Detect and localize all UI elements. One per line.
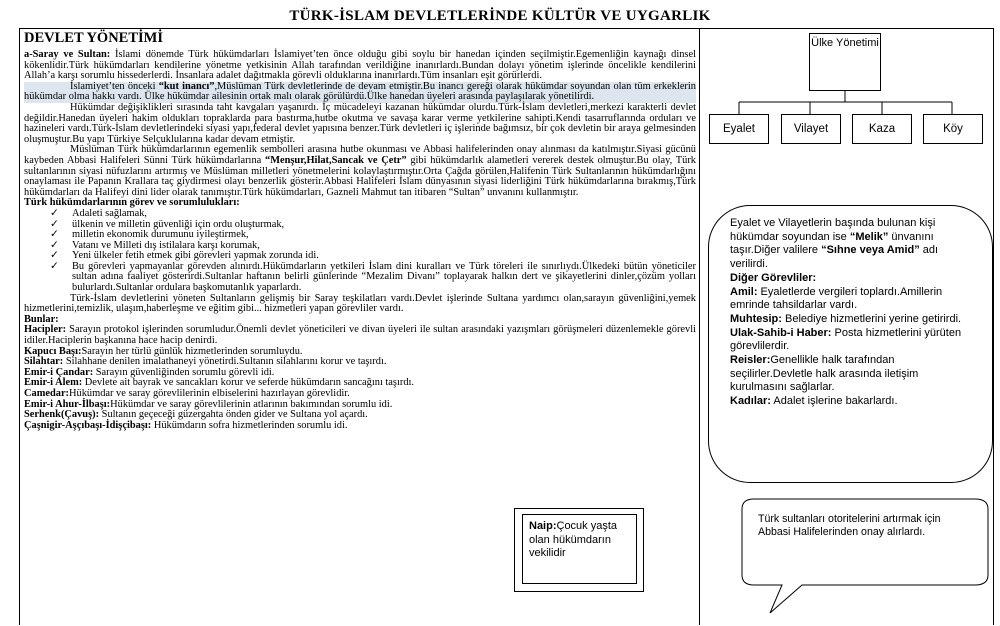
official-desc: Hükümdar ve saray görevlilerinin elbiselerini hazırlayan görevlidir. [69, 388, 350, 399]
saray-paragraph-4 [24, 145, 696, 198]
list-item [730, 395, 978, 409]
list-item [730, 313, 978, 327]
other-officials-heading [730, 272, 978, 286]
role-name: Ulak-Sahib-i Haber: [730, 326, 832, 339]
official-desc: Sarayın güvenliğinden sorumlu görevli idi. [93, 366, 275, 378]
check-icon: ✓ [50, 218, 59, 230]
check-icon: ✓ [50, 250, 59, 262]
org-root-node: Ülke Yönetimi [809, 33, 881, 91]
role-desc: Posta hizmetlerini yürüten görevlilerdir. [730, 326, 962, 353]
official-name: Emir-i Alem: [24, 377, 83, 389]
kut-term: “kut inancı” [158, 80, 215, 92]
duty-text: Yeni ülkeler fetih etmek gibi görevleri yapmak zorunda idi. [72, 250, 319, 262]
intro-text: adı verilirdi. [730, 244, 939, 271]
other-officials-heading-text: Diğer Görevliler: [730, 271, 817, 284]
official-name: Serhenk(Çavuş): [24, 409, 100, 421]
official-name: Çaşnigir-Aşçıbaşı-İdişçibaşı: [24, 419, 152, 431]
naip-term: Naip: [529, 520, 557, 532]
saray-text-4c: gibi hükümdarlık alametleri vererek destek olmuştur.Bu olay, Türk sultanlarının siyasi nüfuzlarını artırmış ve Müslüman milletleri yönetmelerini kolaylaştırmıştır.Orta Çağda görülen,Halifenin Türk Sultanlarının hükümdarlığını onaylaması ile Papanın Krallara taç giydirmesi olayı benzerlik gösterir.Abbasi Halifeleri İslam dünyasının siyasi liderliğini Türk hükümdarlarına bırakmış,Türk hükümdarları da Halifeyi dini lider olarak tanımıştır.Türk hükümdarları, Gazneli Mahmut tan itibaren “Sultan” unvanını kullanmıştır. [24, 154, 696, 198]
list-item [730, 327, 978, 354]
saray-paragraph-2 [24, 82, 696, 103]
role-desc: Belediye hizmetlerini yerine getirirdi. [781, 312, 962, 325]
saray-text-4a: Müslüman Türk hükümdarlarının egemenlik sembolleri arasına hutbe okunması ve Abbasi halifelerinden onay alınması da katılmıştır.Siyasi gücünü kaybeden Abbasi Halifeleri Sünni Türk hükümdarlarına [24, 144, 696, 166]
duty-text: milletin ekonomik durumunu iyileştirmek, [72, 229, 249, 241]
check-icon: ✓ [50, 260, 59, 272]
role-desc: Adalet işlerine bakarlardı. [770, 395, 898, 408]
duty-text: Bu görevleri yapmayanlar görevden alınırdı.Hükümdarların yetkileri İslam dini kuralları ve Türk töreleri ile sınırlıydı.Ülkedeki bütün yöneticiler sultan adına faaliyet gösterirdi.Sultanlar haftanın belirli günlerinde “Mezalim Divanı” toplayarak halkın dert ve şikayetlerini dinler,çözüm yolları bulurlardı.Sultanlar ordulara başkomutanlık yaparlardı. [72, 260, 696, 294]
duty-text: Adaleti sağlamak, [72, 207, 148, 219]
naip-box [522, 514, 637, 584]
duty-text: ülkenin ve milletin güvenliği için ordu oluşturmak, [72, 218, 285, 230]
list-item [730, 286, 978, 313]
official-name: Silahtar: [24, 356, 64, 368]
org-node-koy: Köy [923, 114, 983, 144]
official-name: Kapucı Başı: [24, 345, 82, 357]
callout-text: Türk sultanları otoritelerini artırmak için Abbasi Halifelerinden onay alırlardı. [758, 513, 941, 539]
list-item [24, 262, 696, 294]
official-name: Hacipler: [24, 324, 67, 336]
check-icon: ✓ [50, 207, 59, 219]
main-text [24, 50, 696, 431]
role-desc: Genellikle halk tarafından seçilirler.Devletle halk arasında iletişim kurulmasını sağlarlar. [730, 354, 919, 394]
official-desc: Silahhane denilen imalathaneyi yönetirdi.Sultanın silahlarını korur ve taşırdı. [63, 356, 387, 368]
saray-paragraph-1 [24, 50, 696, 82]
org-node-eyalet: Eyalet [709, 114, 769, 144]
list-item [730, 354, 978, 395]
saray-heading: a-Saray ve Sultan: [24, 49, 111, 60]
duty-text: Vatanı ve Milleti dış istilalara karşı korumak, [72, 239, 260, 251]
list-item [24, 421, 696, 432]
role-name: Kadılar: [730, 395, 771, 408]
org-node-vilayet: Vilayet [781, 114, 841, 144]
intro-text: Eyalet ve Vilayetlerin başında bulunan kişi hükümdar soyundan ise [730, 217, 936, 243]
melik-term: “Melik” [849, 230, 889, 243]
official-name: Camedar: [24, 388, 70, 399]
official-desc: Sultanın geçeceği güzergahta önden gider ve Sultana yol açardı. [99, 409, 368, 421]
naip-desc: Çocuk yaşta olan hükümdarın vekilidir [529, 520, 618, 559]
sihne-term: “Sıhne veya Amid” [821, 244, 920, 257]
check-icon: ✓ [50, 229, 59, 241]
official-desc: Hükümdar ve saray görevlilerinin atlarının bakımından sorumlu idi. [110, 398, 393, 410]
official-desc: Devlete ait bayrak ve sancakları korur ve seferde hükümdarın sancağını taşırdı. [82, 377, 414, 389]
duties-heading-text: Türk hükümdarlarının görev ve sorumlulukları: [24, 197, 240, 209]
official-name: Emir-i Ahur-İlbaşı: [24, 398, 111, 410]
official-desc: Sarayın protokol işlerinden sorumludur.Önemli devlet yöneticileri ve divan üyeleri ile sultan arasındaki yazışmları görüşmeleri düzenlemekle görevli idiler.Haciplerin başkanına hace hacip denirdi. [24, 324, 696, 347]
saray-text-2a: İslamiyet’ten önceki [70, 80, 159, 92]
section-title: DEVLET YÖNETİMİ [24, 30, 163, 46]
saray-teskilati-paragraph: Türk-İslam devletlerini yöneten Sultanların gelişmiş bir Saray teşkilatları vardı.Devlet işlerinde Sultana yardımcı olan,sarayın güvenliğini,yemek hizmetlerini,temizlik, ulaşım,haberleşme ve eğitim gibi... hizmetleri yapan görevliler vardı. [24, 292, 696, 315]
duties-list [24, 209, 696, 294]
page-title: TÜRK-İSLAM DEVLETLERİNDE KÜLTÜR VE UYGARLIK [289, 8, 711, 24]
officials-heading-text: Bunlar: [24, 313, 59, 325]
saray-paragraph-3: Hükümdar değişiklikleri sırasında taht kavgaları yaşanırdı. İç mücadeleyi kazanan hükümdar olurdu.Türk-İslam devletleri,merkezi karakterli devlet değildir.Hanedan üyeleri hakim oldukları topraklarda para bastırma,hutbe okutma ve savaşa karar verme yetkilerine sahipti.Kendi tasarruflarında orduları ve hazineleri vardı.Türk-İslam devletlerindeki siyasi yapı,federal devlet yapısına benzer.Türk devletleri iç işlerinde bağımsız, bir çok devletin bir araya gelmesinden oluşmuştur.Bu yapı Türkiye Selçuklularına kadar devam etmiştir. [24, 101, 696, 145]
officials-list [24, 325, 696, 431]
role-name: Reisler: [730, 354, 771, 367]
role-name: Amil: [730, 285, 758, 298]
intro-text: ünvanını taşır.Diğer valilere [730, 230, 934, 257]
alamet-terms: “Menşur,Hilat,Sancak ve Çetr” [265, 154, 407, 166]
governors-intro [730, 217, 978, 272]
list-item [24, 325, 696, 346]
org-node-kaza: Kaza [852, 114, 912, 144]
role-desc: Eyaletlerde vergileri toplardı.Amillerin emrinde tahsildarlar vardı. [730, 285, 943, 312]
official-desc: Sarayın her türlü günlük hizmetlerinden sorumluydu. [81, 345, 303, 357]
saray-text-2c: ,Müslüman Türk devletlerinde de devam etmiştir.Bu inancı gereği olarak hükümdar soyundan olan tüm erkeklerin hükümdar olma hakkı vardı. Ülke hükümdar ailesinin ortak malı olarak görülürdü.Ülke hanedan üyeleri arasında paylaşılarak yönetilirdi. [24, 80, 696, 103]
saray-text-1: İslami dönemde Türk hükümdarları İslamiyet’ten önce olduğu gibi soylu bir hanedan içinden seçilmiştir.Egemenliğin kaynağı dinsel kökenlidir.Türk hükümdarları kendilerine yönetme yetkisinin Allah tarafından verildiğine inanırlardı.Bundan dolayı yönetim işlerinde öncelikle kendilerini Allah’a karşı sorumlu hissederlerdi. İnsanlara adalet dağıtmakla görevli olduklarına inanırlardı.Tüm insanları eşit görürlerdi. [24, 49, 696, 82]
role-name: Muhtesip: [730, 312, 782, 325]
official-name: Emir-i Çandar: [24, 366, 94, 378]
check-icon: ✓ [50, 239, 59, 251]
governors-text [730, 217, 978, 409]
official-desc: Hükümdarın sofra hizmetlerinden sorumlu idi. [151, 419, 348, 431]
